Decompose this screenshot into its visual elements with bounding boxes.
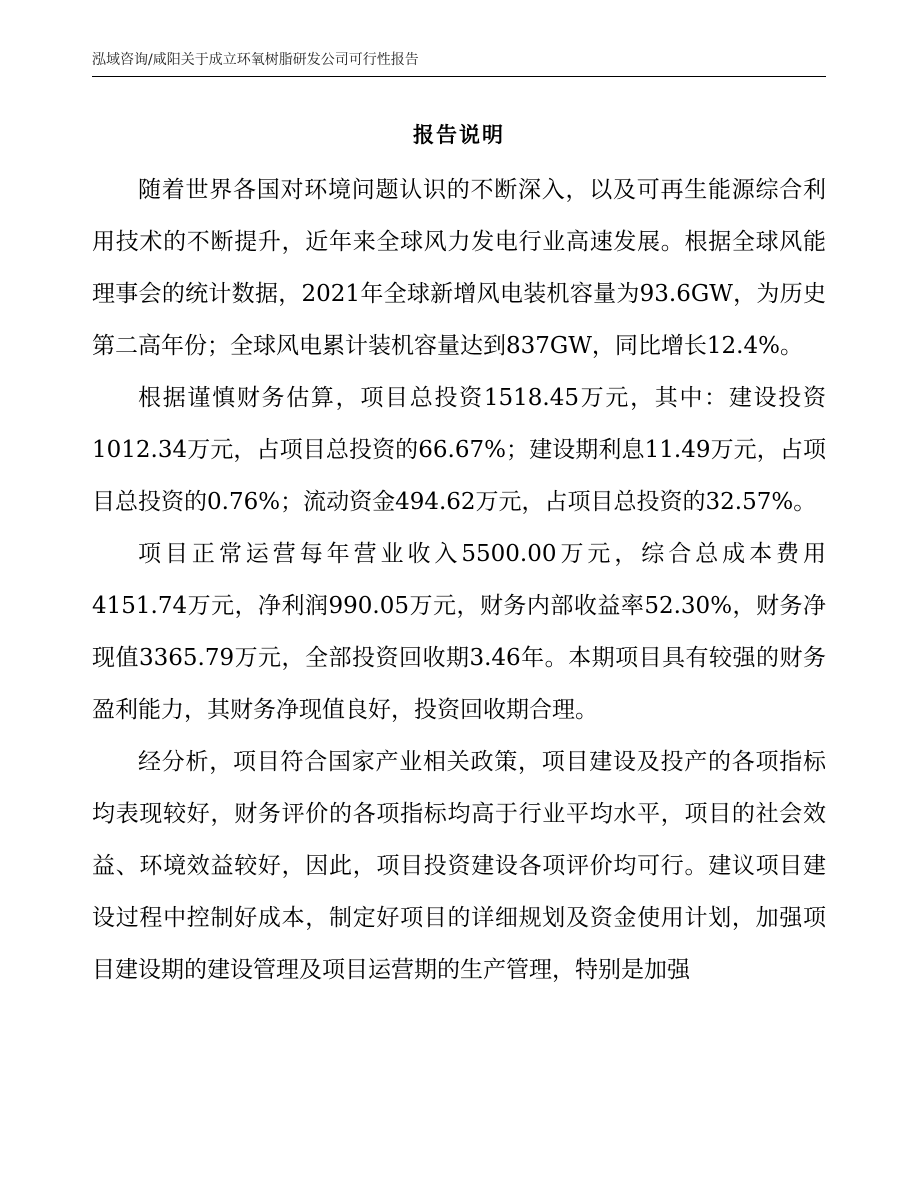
paragraph-investment: 根据谨慎财务估算，项目总投资1518.45万元，其中：建设投资1012.34万元，占项目总投资的66.67%；建设期利息11.49万元，占项目总投资的0.76%；流动资金494.62万元，占项目总投资的32.57%。 xyxy=(92,385,826,515)
paragraph-wind-industry: 随着世界各国对环境问题认识的不断深入，以及可再生能源综合利用技术的不断提升，近年来全球风力发电行业高速发展。根据全球风能理事会的统计数据，2021年全球新增风电装机容量为93.6GW，为历史第二高年份；全球风电累计装机容量达到837GW，同比增长12.4%。 xyxy=(92,177,826,359)
section-title: 报告说明 xyxy=(413,123,505,147)
paragraph-analysis: 经分析，项目符合国家产业相关政策，项目建设及投产的各项指标均表现较好，财务评价的各项指标均高于行业平均水平，项目的社会效益、环境效益较好，因此，项目投资建设各项评价均可行。建议项目建设过程中控制好成本，制定好项目的详细规划及资金使用计划，加强项目建设期的建设管理及项目运营期的生产管理，特别是加强 xyxy=(92,749,826,983)
header-divider xyxy=(92,76,826,77)
running-header: 泓域咨询/咸阳关于成立环氧树脂研发公司可行性报告 xyxy=(92,52,419,68)
paragraph-revenue: 项目正常运营每年营业收入5500.00万元，综合总成本费用4151.74万元，净利润990.05万元，财务内部收益率52.30%，财务净现值3365.79万元，全部投资回收期3.46年。本期项目具有较强的财务盈利能力，其财务净现值良好，投资回收期合理。 xyxy=(92,541,826,723)
report-body xyxy=(92,164,826,996)
